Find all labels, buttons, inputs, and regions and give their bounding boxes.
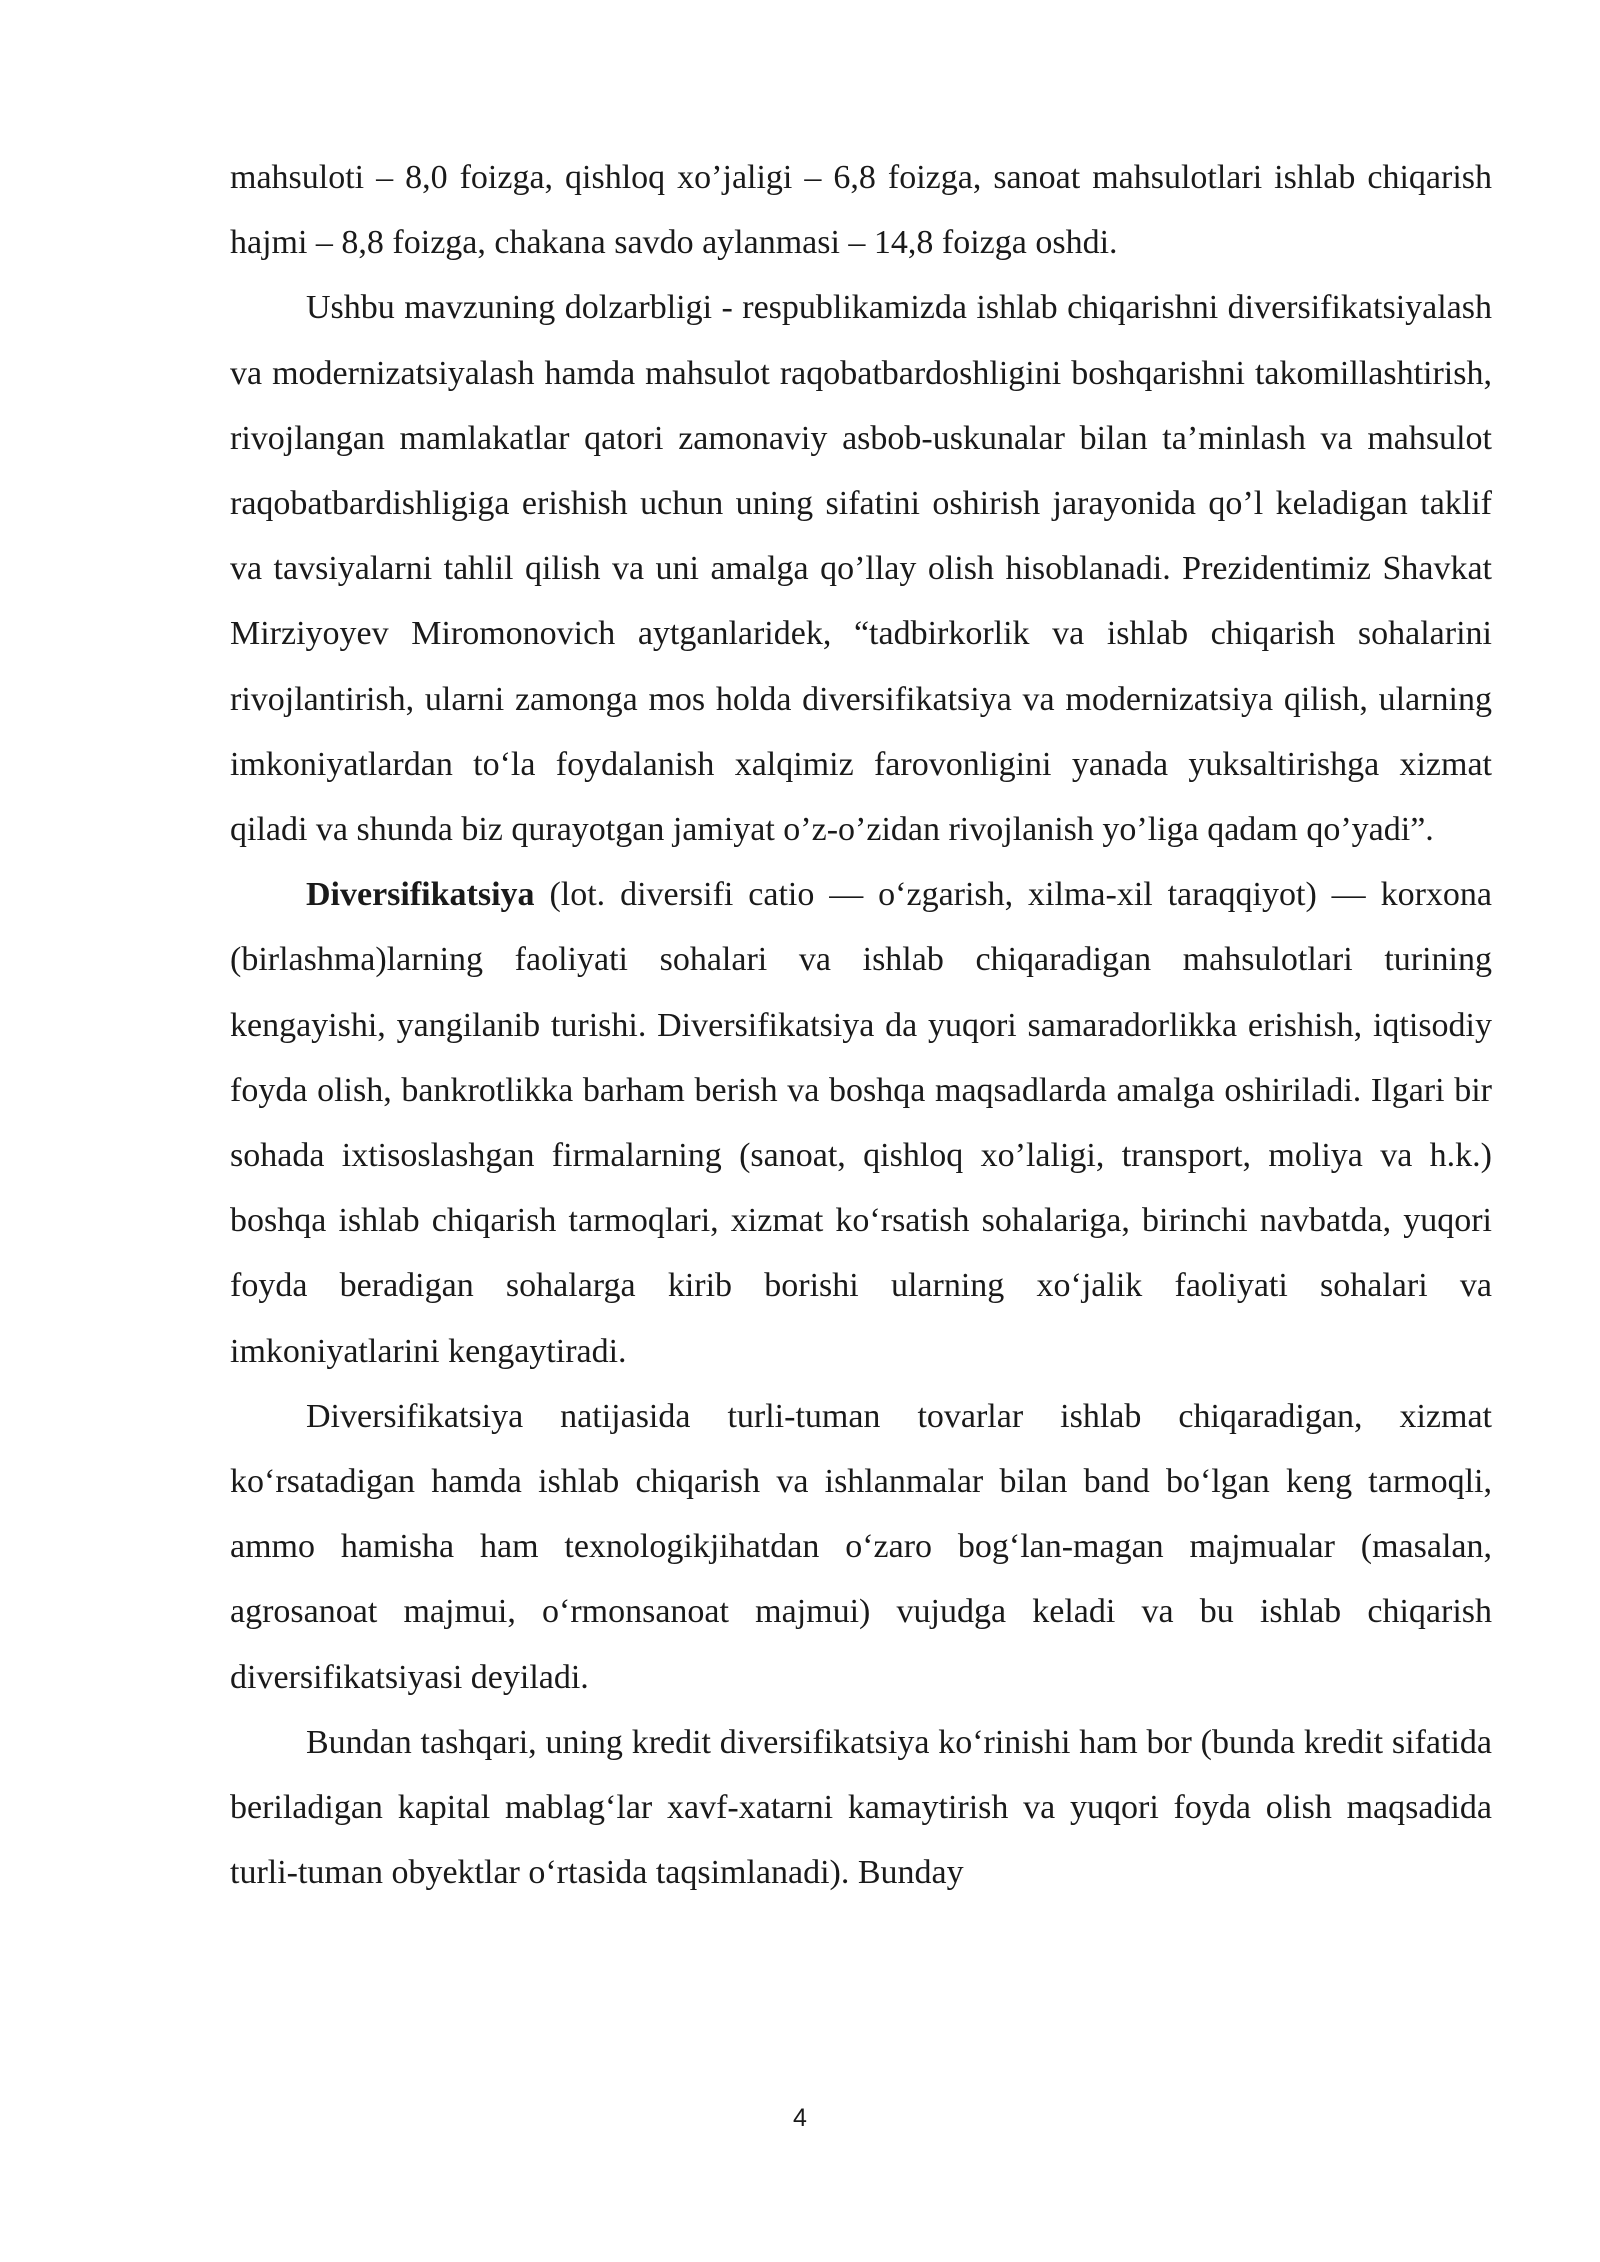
defined-term: Diversifikatsiya	[306, 876, 535, 914]
paragraph-text: Ushbu mavzuning dolzarbligi - respublikamizda ishlab chiqarishni diversifikatsiyalash va modernizatsiyalash hamda mahsulot raqobatbardoshligini boshqarishni takomillashtirish, rivojlangan mamlakatlar qatori zamonaviy asbob-uskunalar bilan ta’minlash va mahsulot raqobatbardishligiga erishish uchun uning sifatini oshirish jarayonida qo’l keladigan taklif va tavsiyalarni tahlil qilish va uni amalga qo’llay olish hisoblanadi. Prezidentimiz Shavkat Mirziyoyev Miromonovich aytganlaridek, “tadbirkorlik va ishlab chiqarish sohalarini rivojlantirish, ularni zamonga mos holda diversifikatsiya va modernizatsiya qilish, ularning imkoniyatlardan to‘la foydalanish xalqimiz farovonligini yanada yuksaltirishga xizmat qiladi va shunda biz qurayotgan jamiyat o’z-o’zidan rivojlanish yo’liga qadam qo’yadi”.	[230, 289, 1492, 849]
paragraph-credit	[230, 1710, 1492, 1906]
paragraph-text: Bundan tashqari, uning kredit diversifikatsiya ko‘rinishi ham bor (bunda kredit sifatida beriladigan kapital mablag‘lar xavf-xatarni kamaytirish va yuqori foyda olish maqsadida turli-tuman obyektlar o‘rtasida taqsimlanadi). Bunday	[230, 1723, 1492, 1892]
paragraph-definition	[230, 862, 1492, 1384]
body-text	[230, 145, 1492, 1905]
paragraph-text: Diversifikatsiya natijasida turli-tuman tovarlar ishlab chiqaradigan, xizmat ko‘rsatadigan hamda ishlab chiqarish va ishlanmalar bilan band bo‘lgan keng tarmoqli, ammo hamisha ham texnologikjihatdan o‘zaro bog‘lan-magan majmualar (masalan, agrosanoat majmui, o‘rmonsanoat majmui) vujudga keladi va bu ishlab chiqarish diversifikatsiyasi deyiladi.	[230, 1397, 1492, 1696]
page-number: 4	[793, 2104, 807, 2132]
paragraph-relevance	[230, 275, 1492, 862]
paragraph-text: mahsuloti – 8,0 foizga, qishloq xo’jaligi – 6,8 foizga, sanoat mahsulotlari ishlab chiqarish hajmi – 8,8 foizga, chakana savdo aylanmasi – 14,8 foizga oshdi.	[230, 159, 1492, 262]
paragraph-result	[230, 1384, 1492, 1710]
paragraph-text: (lot. diversifi catio — o‘zgarish, xilma-xil taraqqiyot) — korxona (birlashma)larning faoliyati sohalari va ishlab chiqaradigan mahsulotlari turining kengayishi, yangilanib turishi. Diversifikatsiya da yuqori samaradorlikka erishish, iqtisodiy foyda olish, bankrotlikka barham berish va boshqa maqsadlarda amalga oshiriladi. Ilgari bir sohada ixtisoslashgan firmalarning (sanoat, qishloq xo’laligi, transport, moliya va h.k.) boshqa ishlab chiqarish tarmoqlari, xizmat ko‘rsatish sohalariga, birinchi navbatda, yuqori foyda beradigan sohalarga kirib borishi ularning xo‘jalik faoliyati sohalari va imkoniyatlarini kengaytiradi.	[230, 876, 1492, 1370]
paragraph-continuation	[230, 145, 1492, 275]
